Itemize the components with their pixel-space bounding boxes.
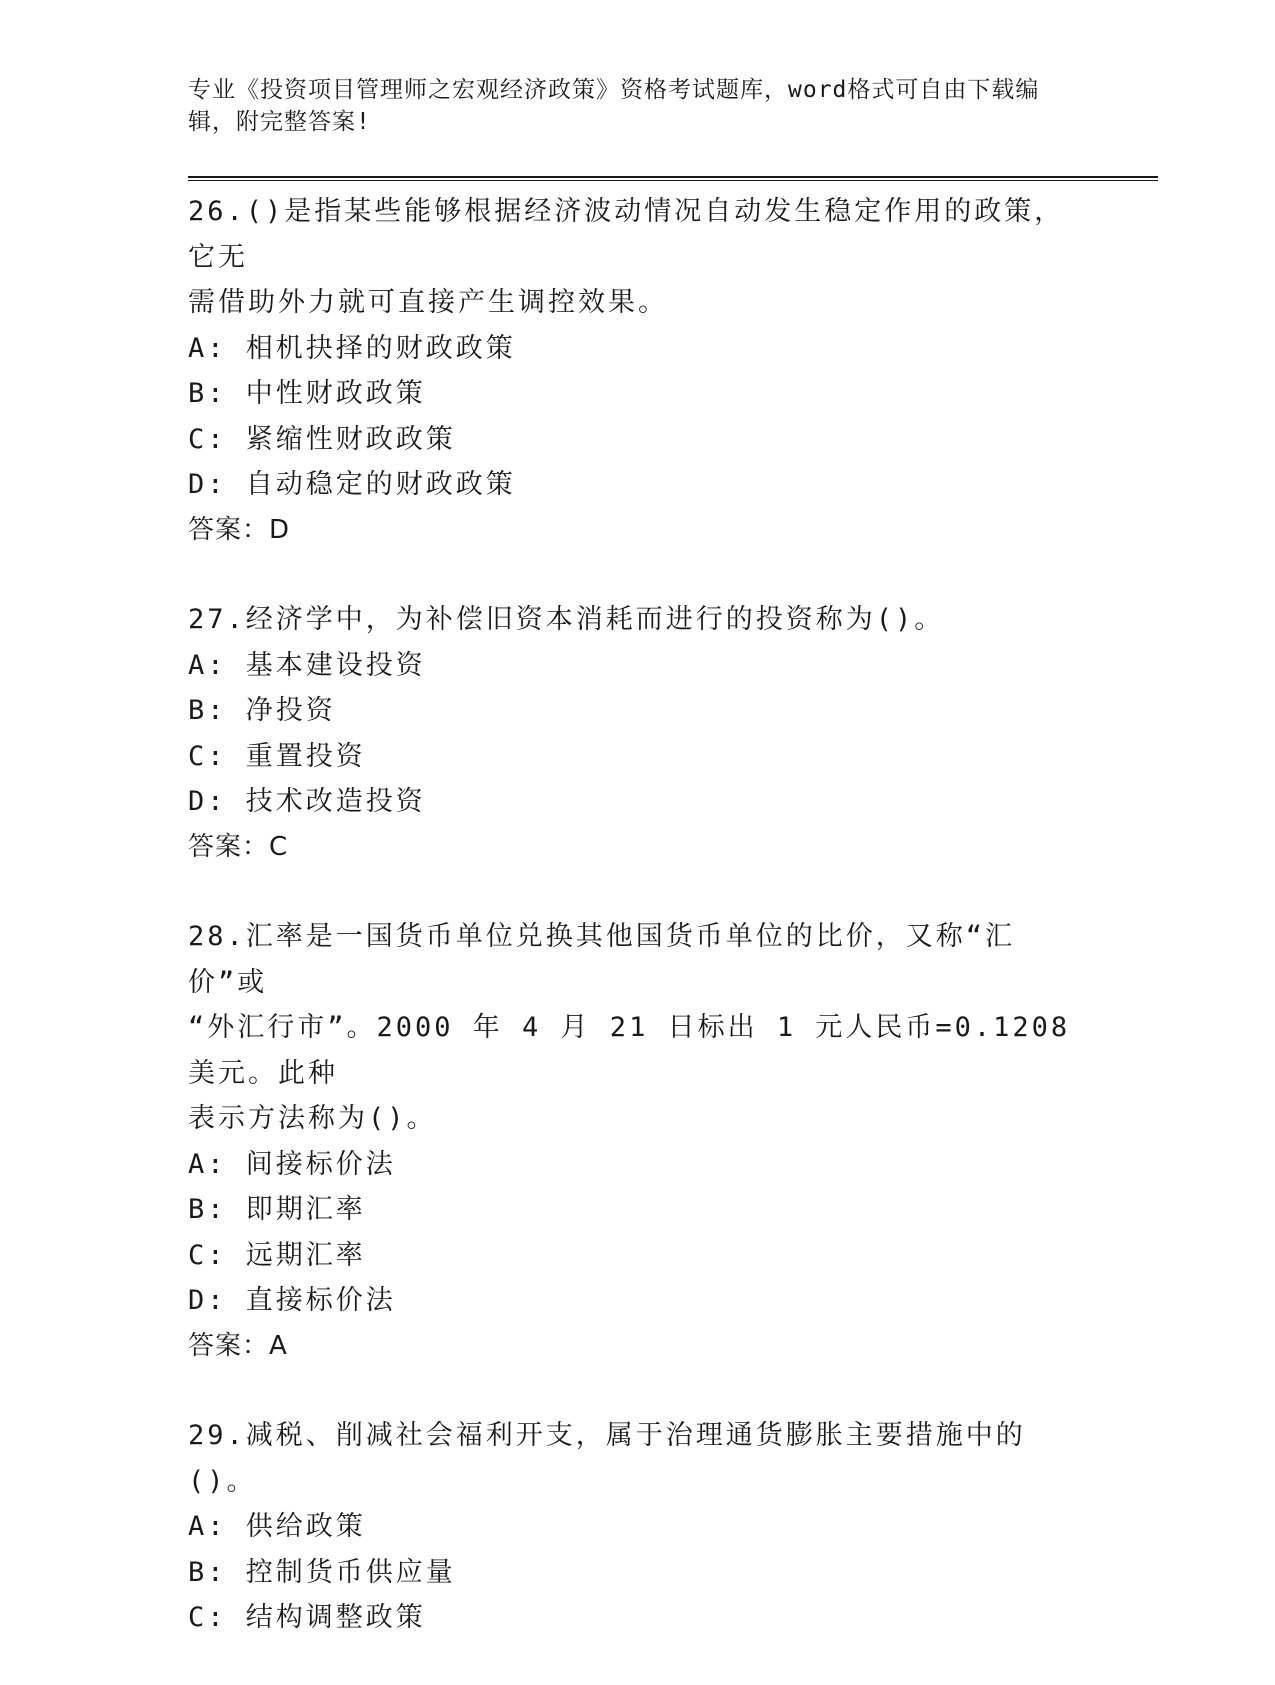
option-c: C: 重置投资 [188,740,366,772]
header-line-1: 专业《投资项目管理师之宏观经济政策》资格考试题库，word格式可自由下载编 [188,77,1040,103]
option-c: C: 远期汇率 [188,1239,366,1271]
question-stem-line: 26.()是指某些能够根据经济波动情况自动发生稳定作用的政策，它无 [188,196,1065,273]
option-c: C: 结构调整政策 [188,1602,426,1633]
option-a: A: 相机抉择的财政政策 [188,332,516,364]
option-b: B: 即期汇率 [188,1194,366,1225]
question-26 [188,189,1088,553]
question-stem-line: 28.汇率是一国货币单位兑换其他国货币单位的比价，又称“汇价”或 [188,921,1016,998]
answer-line: 答案：D [188,514,291,545]
option-b: B: 净投资 [188,695,336,726]
option-d: D: 技术改造投资 [188,786,426,817]
document-header [188,74,1068,138]
question-29 [188,1413,1088,1641]
option-a: A: 基本建设投资 [188,649,426,681]
option-b: B: 中性财政政策 [188,378,426,409]
option-a: A: 供给政策 [188,1511,366,1542]
header-line-2: 辑，附完整答案! [188,109,371,135]
question-27 [188,597,1088,870]
header-divider [188,176,1158,181]
option-c: C: 紧缩性财政政策 [188,423,456,455]
option-d: D: 自动稳定的财政政策 [188,469,516,500]
answer-line: 答案：A [188,1330,288,1361]
answer-line: 答案：C [188,831,289,862]
question-stem-line: 29.减税、削减社会福利开支，属于治理通货膨胀主要措施中的()。 [188,1420,1026,1497]
question-list [188,189,1088,1685]
question-stem-line: “外汇行市”。2000 年 4 月 21 日标出 1 元人民币=0.1208 美元。此种 [188,1012,1090,1089]
question-stem-line: 需借助外力就可直接产生调控效果。 [188,287,668,318]
question-stem-line: 表示方法称为()。 [188,1103,437,1134]
question-28 [188,914,1088,1369]
option-b: B: 控制货币供应量 [188,1556,456,1588]
option-a: A: 间接标价法 [188,1148,396,1180]
option-d: D: 直接标价法 [188,1285,396,1316]
question-stem-line: 27.经济学中，为补偿旧资本消耗而进行的投资称为()。 [188,604,945,635]
